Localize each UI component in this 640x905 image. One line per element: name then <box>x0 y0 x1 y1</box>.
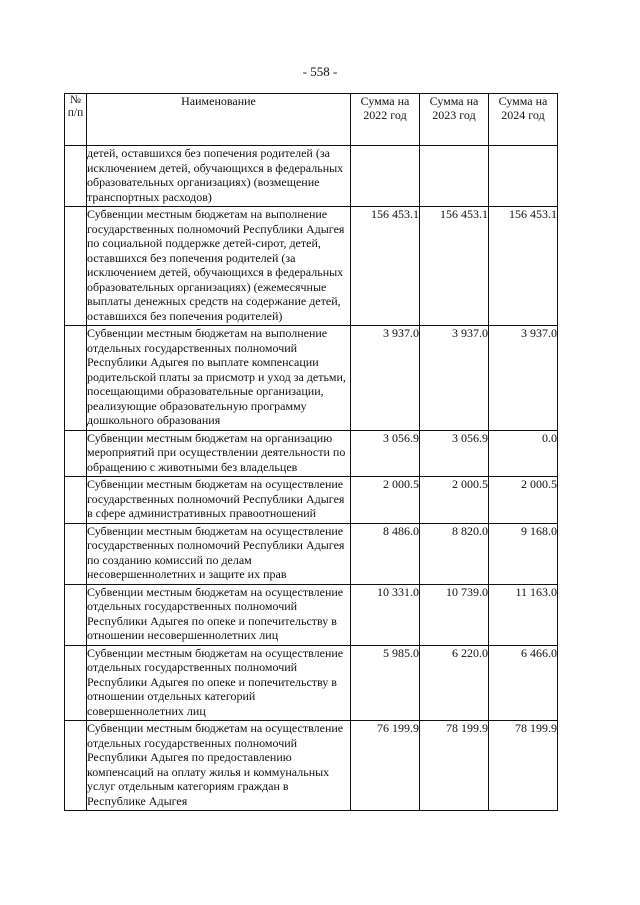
row-number <box>65 584 87 645</box>
header-number: № п/п <box>65 94 87 146</box>
row-number <box>65 523 87 584</box>
row-sum-2023: 78 199.9 <box>420 721 489 811</box>
row-sum-2023: 3 937.0 <box>420 326 489 431</box>
row-name: Субвенции местным бюджетам на осуществление государственных полномочий Республики Адыгея в сфере административных правоотношений <box>87 477 351 524</box>
page-number: - 558 - <box>302 64 338 79</box>
header-name: Наименование <box>87 94 351 146</box>
table-row <box>65 326 558 431</box>
table-row <box>65 645 558 721</box>
row-sum-2023: 3 056.9 <box>420 430 489 477</box>
table-row <box>65 207 558 326</box>
row-sum-2022: 2 000.5 <box>351 477 420 524</box>
table-row <box>65 146 558 207</box>
row-sum-2024: 156 453.1 <box>489 207 558 326</box>
row-number <box>65 146 87 207</box>
row-name: Субвенции местным бюджетам на осуществление отдельных государственных полномочий Республики Адыгея по опеке и попечительству в отношении несовершеннолетних лиц <box>87 584 351 645</box>
row-sum-2024: 78 199.9 <box>489 721 558 811</box>
table-row <box>65 477 558 524</box>
row-name: Субвенции местным бюджетам на организацию мероприятий при осуществлении деятельности по обращению с животными без владельцев <box>87 430 351 477</box>
header-sum-2022: Сумма на 2022 год <box>351 94 420 146</box>
row-sum-2022 <box>351 146 420 207</box>
table-row <box>65 430 558 477</box>
row-sum-2024: 9 168.0 <box>489 523 558 584</box>
row-number <box>65 430 87 477</box>
row-sum-2022: 3 056.9 <box>351 430 420 477</box>
row-sum-2023 <box>420 146 489 207</box>
row-sum-2024: 3 937.0 <box>489 326 558 431</box>
row-sum-2022: 10 331.0 <box>351 584 420 645</box>
row-sum-2024: 0.0 <box>489 430 558 477</box>
row-sum-2022: 8 486.0 <box>351 523 420 584</box>
header-sum-2023: Сумма на 2023 год <box>420 94 489 146</box>
budget-table <box>64 93 558 811</box>
row-sum-2024: 2 000.5 <box>489 477 558 524</box>
row-number <box>65 326 87 431</box>
table-header-row <box>65 94 558 146</box>
row-sum-2022: 76 199.9 <box>351 721 420 811</box>
row-name: Субвенции местным бюджетам на осуществление отдельных государственных полномочий Республики Адыгея по опеке и попечительству в отношении отдельных категорий совершеннолетних лиц <box>87 645 351 721</box>
row-sum-2023: 10 739.0 <box>420 584 489 645</box>
row-sum-2022: 5 985.0 <box>351 645 420 721</box>
row-sum-2022: 156 453.1 <box>351 207 420 326</box>
table-row <box>65 584 558 645</box>
header-sum-2024: Сумма на 2024 год <box>489 94 558 146</box>
row-name: Субвенции местным бюджетам на выполнение отдельных государственных полномочий Республики Адыгея по выплате компенсации родительской платы за присмотр и уход за детьми, посещающими образовательные организации, реализующие образовательную программу дошкольного образования <box>87 326 351 431</box>
table-row <box>65 523 558 584</box>
row-sum-2024 <box>489 146 558 207</box>
row-number <box>65 721 87 811</box>
row-sum-2023: 2 000.5 <box>420 477 489 524</box>
row-name: Субвенции местным бюджетам на осуществление государственных полномочий Республики Адыгея по созданию комиссий по делам несовершеннолетних и защите их прав <box>87 523 351 584</box>
row-name: Субвенции местным бюджетам на выполнение государственных полномочий Республики Адыгея по социальной поддержке детей-сирот, детей, оставшихся без попечения родителей (за исключением детей, обучающихся в федеральных образовательных организациях) (ежемесячные выплаты денежных средств на содержание детей, оставшихся без попечения родителей) <box>87 207 351 326</box>
row-number <box>65 477 87 524</box>
row-sum-2023: 8 820.0 <box>420 523 489 584</box>
table-body <box>65 146 558 811</box>
row-number <box>65 645 87 721</box>
row-name: детей, оставшихся без попечения родителей (за исключением детей, обучающихся в федеральных образовательных организациях) (возмещение транспортных расходов) <box>87 146 351 207</box>
row-sum-2024: 6 466.0 <box>489 645 558 721</box>
row-sum-2023: 6 220.0 <box>420 645 489 721</box>
table-row <box>65 721 558 811</box>
row-sum-2023: 156 453.1 <box>420 207 489 326</box>
row-sum-2024: 11 163.0 <box>489 584 558 645</box>
row-name: Субвенции местным бюджетам на осуществление отдельных государственных полномочий Республики Адыгея по предоставлению компенсаций на оплату жилья и коммунальных услуг отдельным категориям граждан в Республике Адыгея <box>87 721 351 811</box>
row-sum-2022: 3 937.0 <box>351 326 420 431</box>
row-number <box>65 207 87 326</box>
